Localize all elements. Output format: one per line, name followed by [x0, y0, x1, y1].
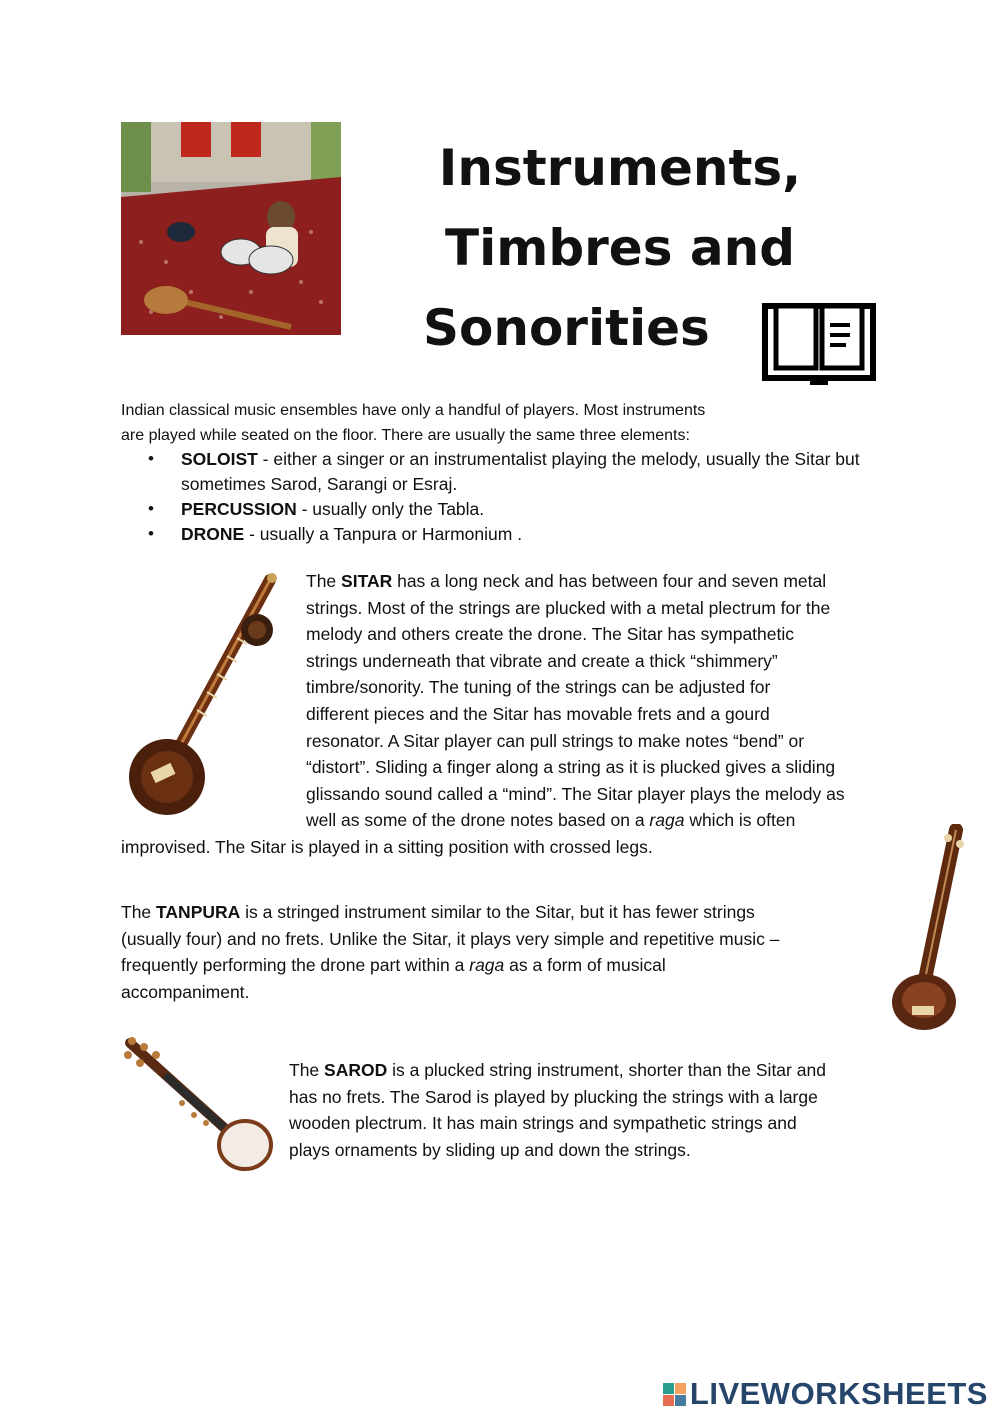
title-line-3: Sonorities [423, 299, 710, 357]
sitar-raga: raga [649, 810, 685, 831]
element-text: - usually a Tanpura or Harmonium . [244, 523, 523, 544]
sitar-line-7: resonator. A Sitar player can pull strings to make notes “bend” or [306, 730, 805, 751]
liveworksheets-logo[interactable] [663, 1376, 988, 1412]
sarod-image [120, 1033, 275, 1175]
title-line-1: Instruments, [438, 139, 802, 197]
liveworksheets-logo-icon [663, 1383, 686, 1406]
tanpura-line-3-a: frequently performing the drone part within a [121, 955, 470, 976]
list-item [148, 497, 888, 522]
list-item [148, 447, 888, 496]
sitar-line-5: timbre/sonority. The tuning of the strings can be adjusted for [306, 677, 771, 698]
title-line-2: Timbres and [445, 219, 795, 277]
element-term: SOLOIST [181, 449, 258, 469]
sitar-line-6: different pieces and the Sitar has movable frets and a gourd [306, 703, 770, 724]
sitar-line-11: improvised. The Sitar is played in a sitting position with crossed legs. [121, 837, 653, 857]
tanpura-paragraph [121, 899, 881, 1005]
intro-paragraph [121, 398, 761, 448]
sarod-term: SAROD [324, 1060, 388, 1080]
tanpura-image [888, 824, 972, 1032]
sarod-line-1 [289, 1057, 889, 1084]
elements-list [148, 447, 888, 547]
element-term: DRONE [181, 523, 245, 544]
sitar-line-8: “distort”. Sliding a finger along a string as it is plucked gives a sliding [306, 757, 836, 778]
sitar-paragraph [306, 568, 896, 834]
sitar-line-10-b: which is often [684, 810, 796, 831]
sarod-paragraph [289, 1057, 889, 1163]
sitar-line-3: melody and others create the drone. The Sitar has sympathetic [306, 624, 795, 645]
ensemble-image [121, 122, 341, 335]
brand-name: LIVEWORKSHEETS [689, 1376, 988, 1411]
sitar-image [122, 570, 282, 820]
tanpura-line-3-b: as a form of musical [504, 955, 666, 976]
sarod-line-1-text: is a plucked string instrument, shorter than the Sitar and [387, 1060, 826, 1080]
sitar-line-10-a: well as some of the drone notes based on a [306, 810, 650, 831]
sitar-line-9: glissando sound called a “mind”. The Sitar player plays the melody as [306, 783, 845, 804]
tanpura-line-3 [121, 952, 881, 979]
sarod-line-2: has no frets. The Sarod is played by plucking the strings with a large [289, 1086, 818, 1107]
sitar-line-4: strings underneath that vibrate and create a thick “shimmery” [306, 650, 778, 671]
sitar-pre: The [306, 571, 342, 591]
element-text: - either a singer or an instrumentalist playing the melody, usually the Sitar but sometimes Sarod, Sarangi or Esraj. [181, 449, 860, 494]
sitar-term: SITAR [341, 571, 393, 591]
book-icon [762, 303, 876, 387]
tanpura-line-1-text: is a stringed instrument similar to the Sitar, but it has fewer strings [240, 902, 755, 922]
tanpura-raga: raga [469, 955, 505, 976]
tanpura-line-4: accompaniment. [121, 981, 250, 1002]
list-item [148, 522, 888, 547]
sitar-line-2: strings. Most of the strings are plucked with a metal plectrum for the [306, 597, 831, 618]
tanpura-term: TANPURA [156, 902, 241, 922]
sarod-pre: The [289, 1060, 325, 1080]
element-term: PERCUSSION [181, 498, 297, 519]
tanpura-pre: The [121, 902, 157, 922]
intro-line-1: Indian classical music ensembles have only a handful of players. Most instruments [121, 402, 706, 419]
sitar-line-1-text: has a long neck and has between four and seven metal [392, 571, 827, 591]
tanpura-line-2: (usually four) and no frets. Unlike the Sitar, it plays very simple and repetitive music – [121, 928, 780, 949]
sitar-line-10 [306, 807, 896, 834]
sarod-line-3: wooden plectrum. It has main strings and sympathetic strings and [289, 1113, 797, 1134]
sarod-line-4: plays ornaments by sliding up and down the strings. [289, 1139, 691, 1160]
tanpura-line-1 [121, 899, 881, 926]
intro-line-2: are played while seated on the floor. There are usually the same three elements: [121, 427, 690, 444]
element-text: - usually only the Tabla. [296, 498, 485, 519]
sitar-line-1 [306, 568, 896, 595]
